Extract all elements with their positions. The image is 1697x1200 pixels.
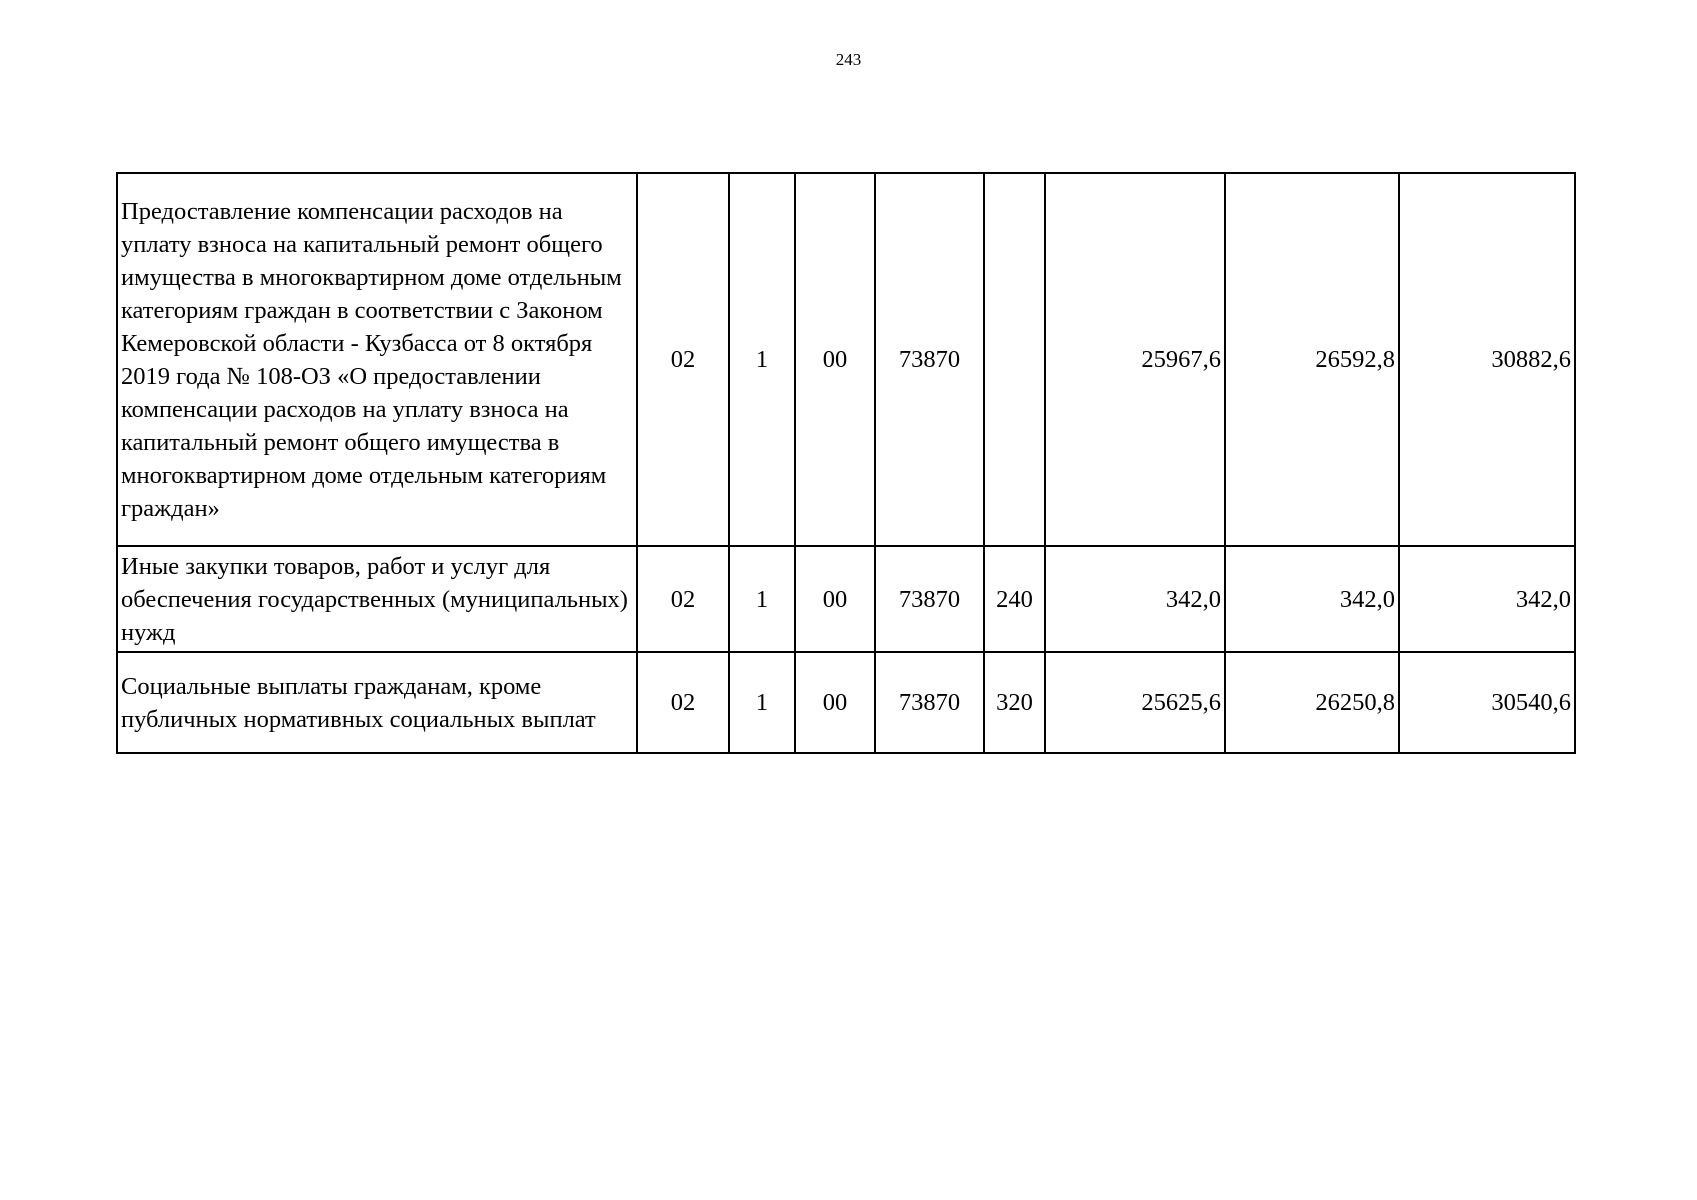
amount-year-1-cell: 25625,6 xyxy=(1045,652,1225,753)
amount-year-3-cell: 342,0 xyxy=(1399,546,1575,652)
section-code-cell: 02 xyxy=(637,173,729,546)
row-description: Предоставление компенсации расходов на уплату взноса на капитальный ремонт общего имущества в многоквартирном доме отдельным категориям граждан в соответствии с Законом Кемеровской области - Кузбасса от 8 октября 2019 года № 108-ОЗ «О предоставлении компенсации расходов на уплату взноса на капитальный ремонт общего имущества в многоквартирном доме отдельным категориям граждан» xyxy=(117,173,637,546)
program-code-cell: 00 xyxy=(795,173,875,546)
program-code-cell: 00 xyxy=(795,546,875,652)
amount-year-1-cell: 342,0 xyxy=(1045,546,1225,652)
subsection-code-cell: 1 xyxy=(729,652,795,753)
table-row xyxy=(117,173,1575,546)
direction-code-cell: 73870 xyxy=(875,652,984,753)
direction-code-cell: 73870 xyxy=(875,546,984,652)
page-number: 243 xyxy=(835,50,862,69)
program-code-cell: 00 xyxy=(795,652,875,753)
expense-type-cell: 320 xyxy=(984,652,1045,753)
table-row xyxy=(117,652,1575,753)
expense-type-cell xyxy=(984,173,1045,546)
section-code-cell: 02 xyxy=(637,652,729,753)
subsection-code-cell: 1 xyxy=(729,173,795,546)
subsection-code-cell: 1 xyxy=(729,546,795,652)
table-row xyxy=(117,546,1575,652)
amount-year-2-cell: 26592,8 xyxy=(1225,173,1399,546)
row-description: Иные закупки товаров, работ и услуг для обеспечения государственных (муниципальных) нужд xyxy=(117,546,637,652)
row-description: Социальные выплаты гражданам, кроме публичных нормативных социальных выплат xyxy=(117,652,637,753)
expense-type-cell: 240 xyxy=(984,546,1045,652)
amount-year-3-cell: 30540,6 xyxy=(1399,652,1575,753)
direction-code-cell: 73870 xyxy=(875,173,984,546)
amount-year-2-cell: 342,0 xyxy=(1225,546,1399,652)
budget-table xyxy=(116,172,1576,754)
section-code-cell: 02 xyxy=(637,546,729,652)
amount-year-2-cell: 26250,8 xyxy=(1225,652,1399,753)
amount-year-1-cell: 25967,6 xyxy=(1045,173,1225,546)
amount-year-3-cell: 30882,6 xyxy=(1399,173,1575,546)
